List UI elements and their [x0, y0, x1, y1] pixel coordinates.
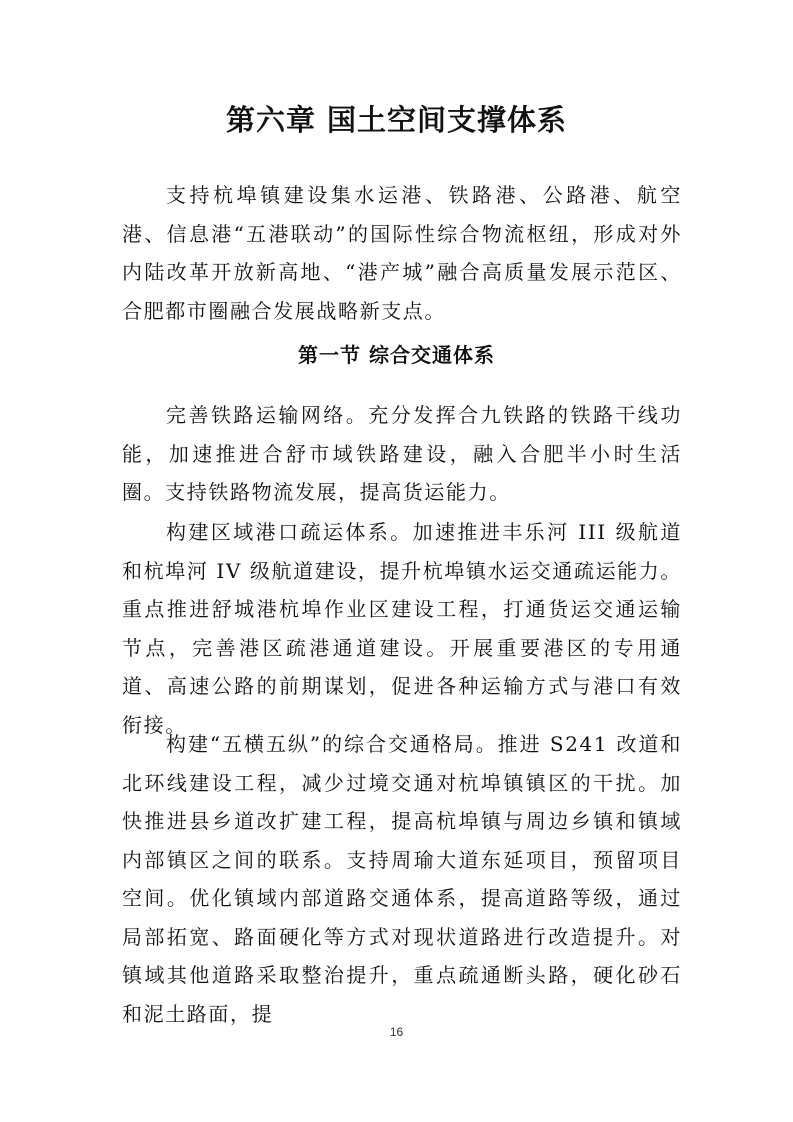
chapter-intro-paragraph: 支持杭埠镇建设集水运港、铁路港、公路港、航空港、信息港“五港联动”的国际性综合物流枢纽，形成对外内陆改革开放新高地、“港产城”融合高质量发展示范区、合肥都市圈融合发展战略新支点。 — [122, 183, 682, 323]
chapter-title: 第六章 国土空间支撑体系 — [225, 103, 568, 137]
paragraph-road-network: 构建“五横五纵”的综合交通格局。推进 S241 改道和北环线建设工程，减少过境交通对杭埠镇镇区的干扰。加快推进县乡道改扩建工程，提高杭埠镇与周边乡镇和镇域内部镇区之间的联系。支持周瑜大道东延项目，预留项目空间。优化镇域内部道路交通体系，提高道路等级，通过局部拓宽、路面硬化等方式对现状道路进行改造提升。对镇域其他道路采取整治提升，重点疏通断头路，硬化砂石和泥土路面，提 — [122, 732, 682, 1026]
paragraph-port: 构建区域港口疏运体系。加速推进丰乐河 III 级航道和杭埠河 IV 级航道建设，提升杭埠镇水运交通疏运能力。重点推进舒城港杭埠作业区建设工程，打通货运交通运输节点，完善港区疏港通道建设。开展重要港区的专用通道、高速公路的前期谋划，促进各种运输方式与港口有效衔接。 — [122, 520, 682, 737]
paragraph-railway: 完善铁路运输网络。充分发挥合九铁路的铁路干线功能，加速推进合舒市域铁路建设，融入合肥半小时生活圈。支持铁路物流发展，提高货运能力。 — [122, 403, 682, 504]
page-number: 16 — [389, 1025, 404, 1039]
section-title: 第一节 综合交通体系 — [298, 343, 495, 367]
